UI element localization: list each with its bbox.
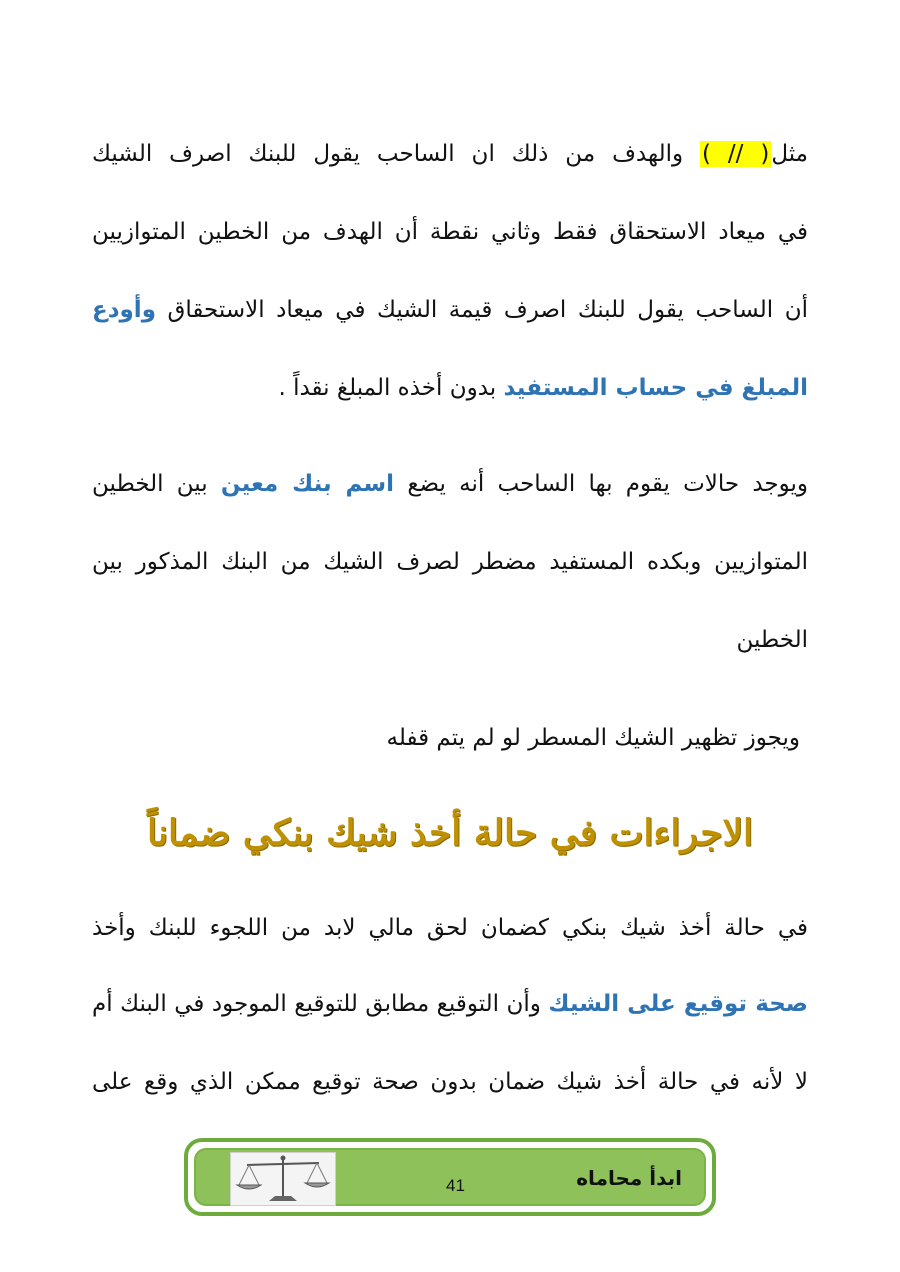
scales-of-justice-icon <box>230 1152 336 1206</box>
paragraph-line <box>92 984 808 1024</box>
section-heading: الاجراءات في حالة أخذ شيك بنكي ضماناً <box>146 812 753 854</box>
text-run: بدون أخذه المبلغ نقداً . <box>278 375 497 401</box>
emphasis-text: اسم بنك معين <box>220 471 395 497</box>
paragraph-line: لا لأنه في حالة أخذ شيك ضمان بدون صحة توقيع ممكن الذي وقع على <box>92 1069 808 1095</box>
paragraph-line <box>92 134 808 174</box>
page-number: 41 <box>446 1176 465 1195</box>
paragraph-line: في حالة أخذ شيك بنكي كضمان لحق مالي لابد من اللجوء للبنك وأخذ <box>92 915 808 941</box>
highlighted-text: ( // ) <box>702 141 770 167</box>
footer-banner <box>184 1138 716 1216</box>
paragraph-line <box>92 464 808 504</box>
text-run: والهدف من ذلك ان الساحب يقول للبنك اصرف الشيك <box>92 141 684 167</box>
emphasis-text: المبلغ في حساب المستفيد <box>503 375 808 401</box>
paragraph-line: الخطين <box>736 627 808 653</box>
paragraph-line <box>92 290 808 330</box>
text-run: وأن التوقيع مطابق للتوقيع الموجود في البنك أم <box>92 991 541 1017</box>
paragraph-line: في ميعاد الاستحقاق فقط وثاني نقطة أن الهدف من الخطين المتوازيين <box>92 219 808 245</box>
emphasis-text: صحة توقيع على الشيك <box>548 991 808 1017</box>
footer-label: ابدأ محاماه <box>576 1166 682 1190</box>
text-run: مثل <box>771 141 809 167</box>
text-run: ويوجد حالات يقوم بها الساحب أنه يضع <box>407 471 809 497</box>
text-run: بين الخطين <box>92 471 208 497</box>
footer-inner <box>194 1148 706 1206</box>
text-run: أن الساحب يقول للبنك اصرف قيمة الشيك في ميعاد الاستحقاق <box>167 297 809 323</box>
paragraph-line <box>92 368 808 408</box>
emphasis-text: وأودع <box>92 297 156 323</box>
paragraph-line: المتوازيين وبكده المستفيد مضطر لصرف الشيك من البنك المذكور بين <box>92 549 808 575</box>
paragraph-line: ويجوز تظهير الشيك المسطر لو لم يتم قفله <box>386 725 800 751</box>
